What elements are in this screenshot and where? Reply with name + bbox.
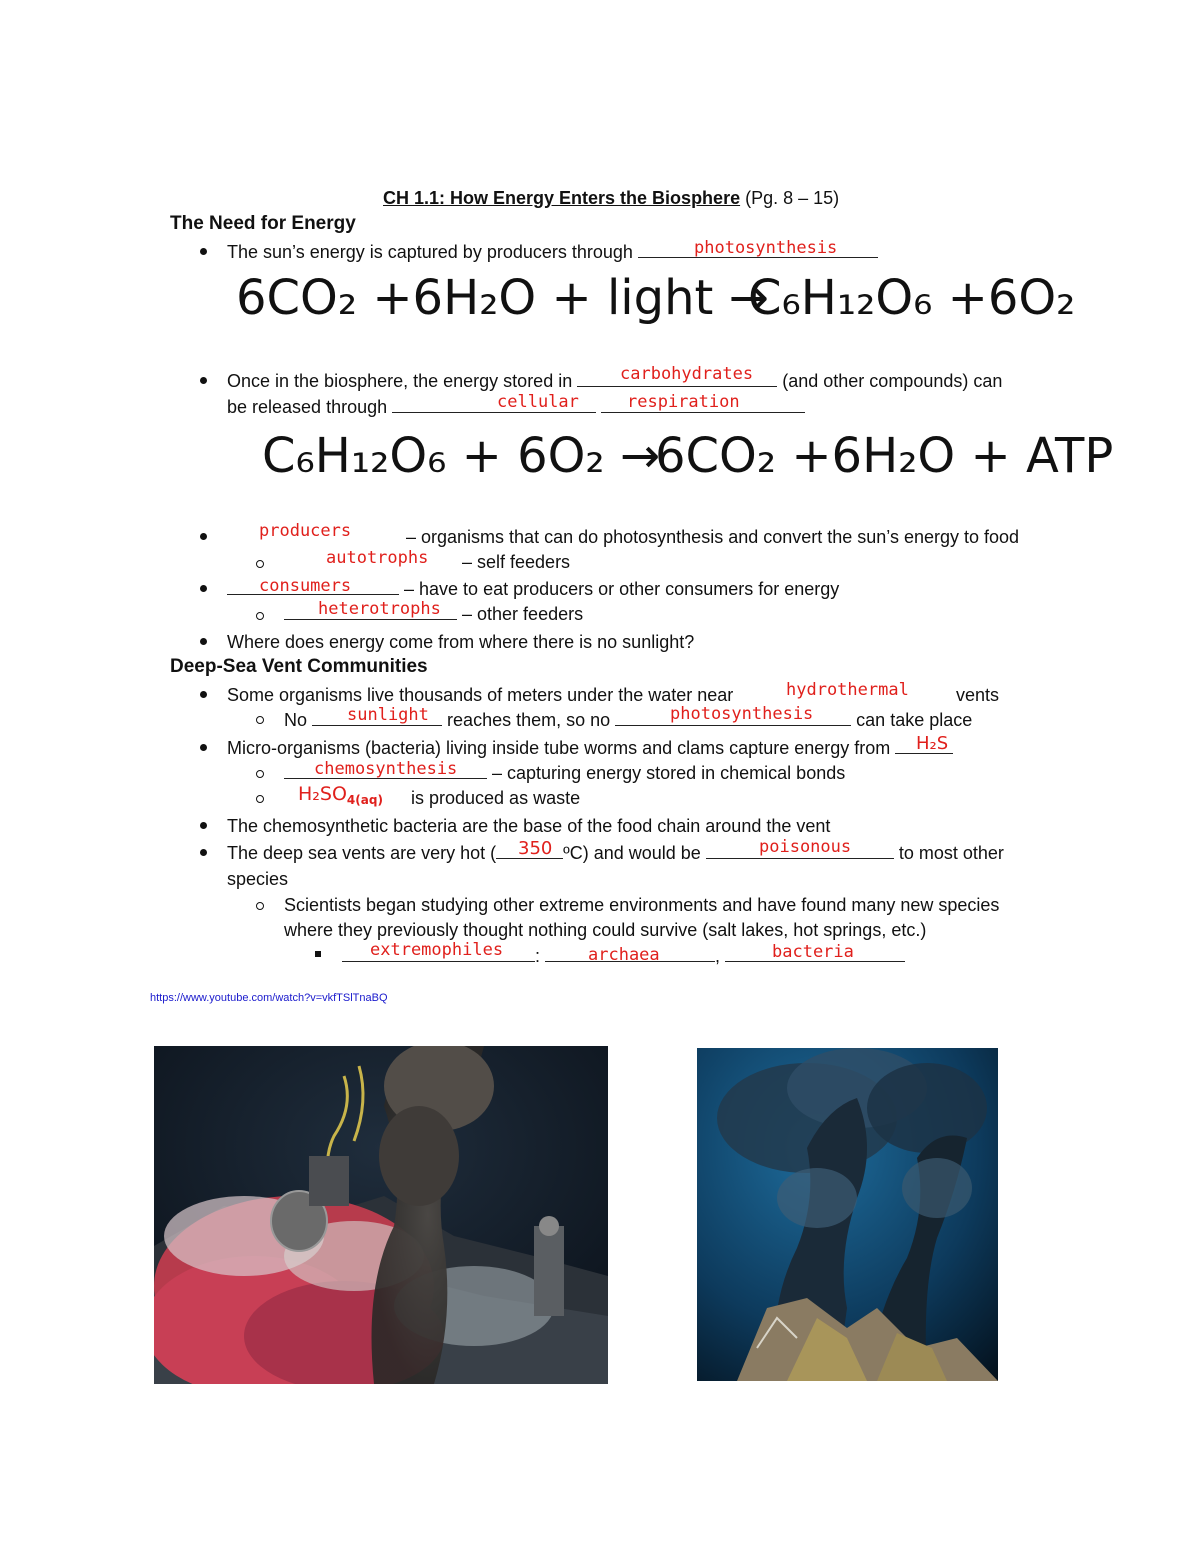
circle-bullet-icon: [256, 770, 264, 778]
answer-h2so4: [298, 783, 383, 805]
bullet-icon: [200, 822, 207, 829]
bullet-icon: [200, 377, 207, 384]
photo-vent-tubeworms-image: [154, 1046, 608, 1384]
sentence-text-end: (and other compounds) can: [782, 371, 1003, 391]
sentence-energy-stored: [227, 370, 1002, 392]
consumers-definition: – have to eat producers or other consumers for energy: [404, 579, 840, 599]
page-title: [383, 188, 839, 209]
equation-respiration-lhs: C₆H₁₂O₆ + 6O₂ →: [262, 428, 661, 484]
bullet-icon: [200, 533, 207, 540]
answer-bacteria: bacteria: [772, 942, 854, 962]
answer-archaea: archaea: [588, 945, 660, 965]
question-no-sunlight: Where does energy come from where there is no sunlight?: [227, 632, 695, 652]
answer-extremophiles: extremophiles: [370, 940, 504, 960]
answer-poisonous: poisonous: [759, 837, 852, 857]
sentence-text: Once in the biosphere, the energy stored in: [227, 371, 573, 391]
answer-cellular: cellular: [497, 392, 579, 412]
answer-h2so4-main: H₂SO: [298, 783, 347, 805]
producers-definition: – organisms that can do photosynthesis and convert the sun’s energy to food: [406, 527, 1020, 547]
sentence-text: The deep sea vents are very hot (: [227, 843, 497, 863]
sentence-text-end: to most other: [898, 843, 1004, 863]
equation-photosynthesis-lhs: 6CO₂ +6H₂O + light →: [236, 270, 769, 326]
answer-h2s: H₂S: [916, 733, 949, 754]
answer-heterotrophs: heterotrophs: [318, 599, 441, 619]
answer-hydrothermal: hydrothermal: [786, 680, 909, 700]
sentence-scientists: Scientists began studying other extreme environments and have found many new species: [284, 895, 1000, 915]
bullet-icon: [200, 691, 207, 698]
colon: :: [535, 946, 541, 966]
sentence-food-chain: The chemosynthetic bacteria are the base of the food chain around the vent: [227, 816, 831, 836]
circle-bullet-icon: [256, 560, 264, 568]
chemosynthesis-definition: – capturing energy stored in chemical bonds: [492, 763, 846, 783]
title-main: CH 1.1: How Energy Enters the Biosphere: [383, 188, 741, 208]
circle-bullet-icon: [256, 902, 264, 910]
square-bullet-icon: [315, 951, 321, 957]
sentence-text-mid: reaches them, so no: [447, 710, 611, 730]
bullet-icon: [200, 849, 207, 856]
answer-autotrophs: autotrophs: [326, 548, 429, 568]
bullet-icon: [200, 744, 207, 751]
answer-350: 350: [518, 838, 553, 859]
equation-photosynthesis-rhs: C₆H₁₂O₆ +6O₂: [748, 270, 1076, 326]
sentence-organisms-near: Some organisms live thousands of meters under the water near: [227, 685, 734, 705]
sentence-text: be released through: [227, 397, 388, 417]
youtube-link[interactable]: https://www.youtube.com/watch?v=vkfTSlTnaBQ: [150, 992, 388, 1004]
sentence-micro-organisms: [227, 737, 953, 759]
sentence-very-hot: [227, 842, 1004, 864]
answer-consumers: consumers: [259, 576, 352, 596]
sentence-text-mid: ºC) and would be: [563, 843, 701, 863]
circle-bullet-icon: [256, 716, 264, 724]
section-heading-need-for-energy: The Need for Energy: [170, 213, 356, 234]
sentence-vents: vents: [956, 685, 1000, 705]
answer-sunlight: sunlight: [347, 705, 429, 725]
sentence-waste: is produced as waste: [411, 788, 581, 808]
equation-respiration-rhs: 6CO₂ +6H₂O + ATP: [655, 428, 1114, 484]
photo-vent-tubeworms: [154, 1046, 608, 1384]
answer-carbohydrates: carbohydrates: [620, 364, 754, 384]
answer-respiration: respiration: [627, 392, 740, 412]
comma: ,: [715, 946, 721, 966]
answer-photosynthesis-2: photosynthesis: [670, 704, 814, 724]
answer-chemosynthesis: chemosynthesis: [314, 759, 458, 779]
bullet-icon: [200, 248, 207, 255]
photo-black-smokers-image: [697, 1048, 998, 1381]
sentence-species: species: [227, 869, 289, 889]
section-heading-deep-sea: Deep-Sea Vent Communities: [170, 656, 428, 677]
bullet-icon: [200, 585, 207, 592]
photo-black-smokers: [697, 1048, 998, 1381]
answer-h2so4-subscript: 4(aq): [346, 793, 383, 807]
circle-bullet-icon: [256, 795, 264, 803]
sentence-previously: where they previously thought nothing could survive (salt lakes, hot springs, etc.): [284, 920, 927, 940]
answer-photosynthesis: photosynthesis: [694, 238, 838, 258]
bullet-icon: [200, 638, 207, 645]
sentence-text: No: [284, 710, 308, 730]
sentence-text: Micro-organisms (bacteria) living inside tube worms and clams capture energy from: [227, 738, 891, 758]
sentence-text-end: can take place: [856, 710, 973, 730]
autotrophs-definition: – self feeders: [462, 552, 571, 572]
sentence-text: The sun’s energy is captured by producers through: [227, 242, 633, 262]
heterotrophs-definition: – other feeders: [462, 604, 584, 624]
answer-producers: producers: [259, 521, 352, 541]
circle-bullet-icon: [256, 612, 264, 620]
title-pages: (Pg. 8 – 15): [740, 188, 840, 208]
